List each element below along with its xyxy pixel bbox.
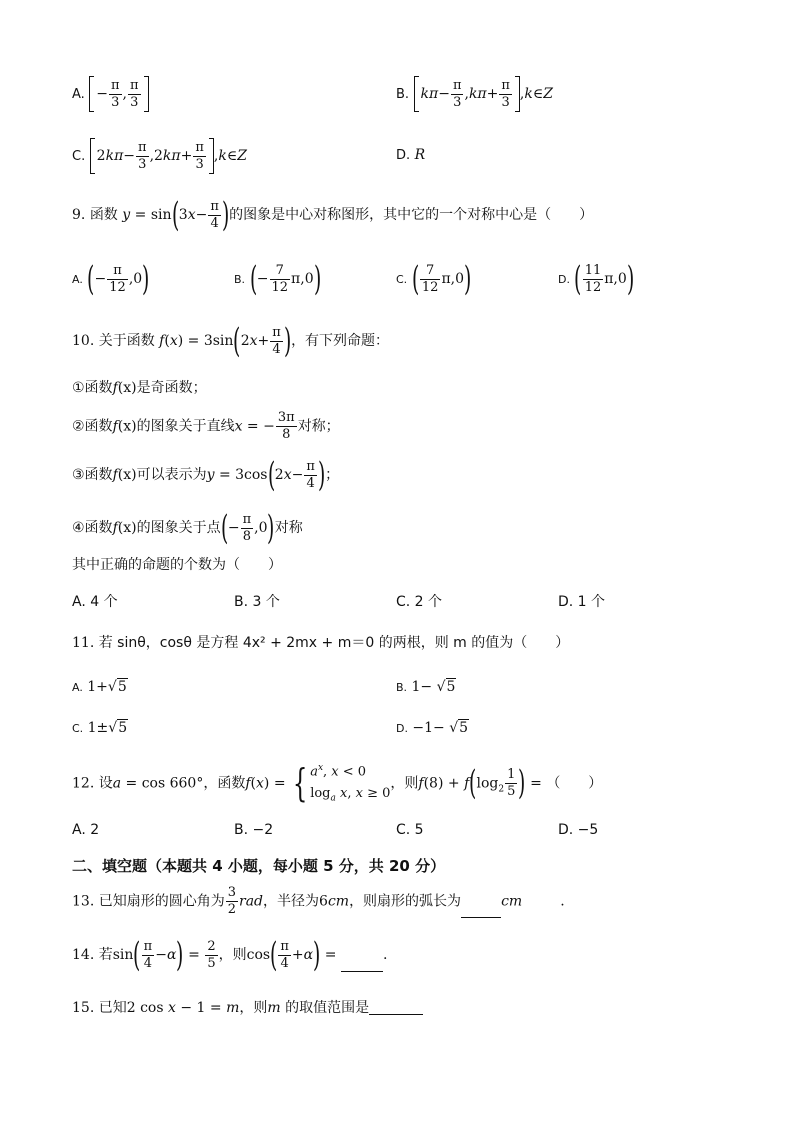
option-label: B.	[234, 273, 246, 286]
option-label: C.	[72, 149, 86, 164]
stem-text: ，则	[239, 1000, 268, 1016]
q10-proposition-1: ①函数f(x)是奇函数；	[72, 380, 207, 396]
item-text: ④函数	[72, 520, 113, 536]
q8-option-c: C. 2kπ− $\frac{\pi}{3}$ ,2kπ+ $\frac{\pi}{3}$ ,k∈Z	[72, 138, 247, 174]
q9-option-c: C. ( $\frac{7}{12}$ π,0)	[396, 259, 472, 299]
item-text: ；	[325, 467, 340, 483]
question-number: 15.	[72, 1000, 95, 1016]
stem-text: 函数	[89, 207, 118, 223]
q10-option-b: B. 3 个	[234, 594, 280, 610]
answer-blank[interactable]	[341, 971, 383, 972]
option-label: A.	[72, 87, 85, 102]
item-text: ②函数	[72, 418, 113, 435]
item-text: 对称；	[297, 418, 340, 435]
q10-proposition-4: ④函数f(x)的图象关于点(− $\frac{\pi}{8}$ ,0)对称	[72, 508, 303, 548]
item-text: 可以表示为	[136, 467, 207, 483]
option-label: C.	[72, 722, 84, 735]
q12-option-b: B. −2	[234, 822, 274, 838]
option-label: B.	[396, 87, 410, 102]
q10-proposition-3: ③函数f(x)可以表示为y = 3cos(2x− $\frac{\pi}{4}$ )；	[72, 455, 340, 495]
answer-blank[interactable]	[461, 917, 501, 918]
stem-text: 的图象是中心对称图形，其中它的一个对称中心是（ ）	[229, 207, 594, 223]
q8-option-b: B. kπ− $\frac{\pi}{3}$ ,kπ+ $\frac{\pi}{3}$ ,k∈Z	[396, 76, 553, 112]
q8-option-a: A. − $\frac{\pi}{3}$ , $\frac{\pi}{3}$	[72, 76, 149, 112]
period: .	[383, 947, 388, 963]
option-label: A.	[72, 273, 83, 286]
q9-option-a: A. (− $\frac{\pi}{12}$ ,0)	[72, 259, 150, 299]
q9-option-d: D. ( $\frac{11}{12}$ π,0)	[558, 259, 635, 299]
q11-stem	[72, 636, 569, 650]
stem-text: ，则扇形的弧长为	[349, 893, 462, 910]
stem-text: 已知扇形的圆心角为	[98, 893, 225, 910]
option-d-text: R	[414, 147, 426, 163]
q12-option-d: D. −5	[558, 822, 599, 838]
option-label: B.	[396, 681, 408, 694]
stem-text: （ ）	[546, 775, 603, 792]
question-number: 10.	[72, 333, 95, 349]
q14-stem: 14. 若sin( $\frac{\pi}{4}$ −α) = $\frac{2}{5}$ ，则cos( $\frac{\pi}{4}$ +α) = .	[72, 935, 388, 975]
q10-option-a: A. 4 个	[72, 594, 118, 610]
stem-text: 的取值范围是	[285, 1000, 370, 1016]
q11-option-d: D. −1− √5	[396, 720, 469, 736]
item-text: 对称	[274, 520, 303, 536]
question-number: 14.	[72, 947, 95, 963]
unit-text: cm	[501, 893, 523, 910]
q10-option-c: C. 2 个	[396, 594, 443, 610]
stem-text: 设	[98, 775, 113, 792]
q11-option-a: A. 1+√5	[72, 679, 127, 695]
q13-stem: 13. 已知扇形的圆心角为 $\frac{3}{2}$ rad，半径为6cm，则扇形的弧长为 cm .	[72, 885, 565, 917]
question-number: 13.	[72, 893, 95, 910]
stem-text: ，半径为	[263, 893, 320, 910]
item-text: 的图象关于直线	[136, 418, 235, 435]
question-number: 11.	[72, 635, 95, 651]
q15-stem: 15. 已知2 cos x − 1 = m，则m 的取值范围是	[72, 1001, 423, 1015]
stem-text: 关于函数	[98, 333, 155, 349]
option-label: D.	[396, 148, 411, 163]
q10-question: 其中正确的命题的个数为（ ）	[72, 557, 282, 573]
period: .	[560, 893, 565, 910]
answer-blank[interactable]	[369, 1014, 423, 1015]
section-heading: 二、填空题（本题共 4 小题，每小题 5 分，共 20 分）	[72, 857, 446, 875]
q12-stem: 12. 设a = cos 660°，函数f(x) = { $a^x$, x < 0 $\log_a x$, x ≥ 0 ，则$f(8) + f(\log_2$ $\frac{1}{5}$ ) = （ ）	[72, 761, 603, 806]
question-number: 12.	[72, 775, 95, 792]
stem-text: 若	[98, 947, 113, 963]
stem-text: ，有下列命题：	[291, 333, 390, 349]
stem-text: 若 sinθ，cosθ 是方程 4x² + 2mx + m＝0 的两根，则 m 的值为（ ）	[98, 635, 570, 651]
q10-proposition-2: ②函数f(x)的图象关于直线x = − $\frac{3\pi}{8}$ 对称；	[72, 410, 340, 442]
q10-option-d: D. 1 个	[558, 594, 606, 610]
stem-text: ，则	[390, 775, 419, 792]
q11-option-c: C. 1±√5	[72, 720, 128, 736]
q9-option-b: B. (− $\frac{7}{12}$ π,0)	[234, 259, 321, 299]
q9-stem: 9. 函数 y = sin(3x− $\frac{\pi}{4}$ )的图象是中心对称图形，其中它的一个对称中心是（ ）	[72, 195, 594, 235]
q11-option-b: B. 1− √5	[396, 679, 456, 695]
stem-text: 已知	[98, 1000, 127, 1016]
item-text: ③函数	[72, 467, 113, 483]
stem-text: ，函数	[203, 775, 246, 792]
q8-option-d	[396, 148, 425, 162]
q12-option-c: C. 5	[396, 822, 424, 838]
item-text: 的图象关于点	[136, 520, 221, 536]
stem-text: ，则	[218, 947, 247, 963]
q10-stem: 10. 关于函数 f(x) = 3sin(2x+ $\frac{\pi}{4}$ )，有下列命题：	[72, 321, 390, 361]
item-text: 是奇函数；	[136, 380, 207, 396]
item-text: ①函数	[72, 380, 113, 396]
q12-option-a: A. 2	[72, 822, 100, 838]
option-label: A.	[72, 681, 83, 694]
option-label: C.	[396, 273, 408, 286]
option-label: D.	[396, 722, 408, 735]
question-number: 9.	[72, 207, 86, 223]
option-label: D.	[558, 273, 570, 286]
